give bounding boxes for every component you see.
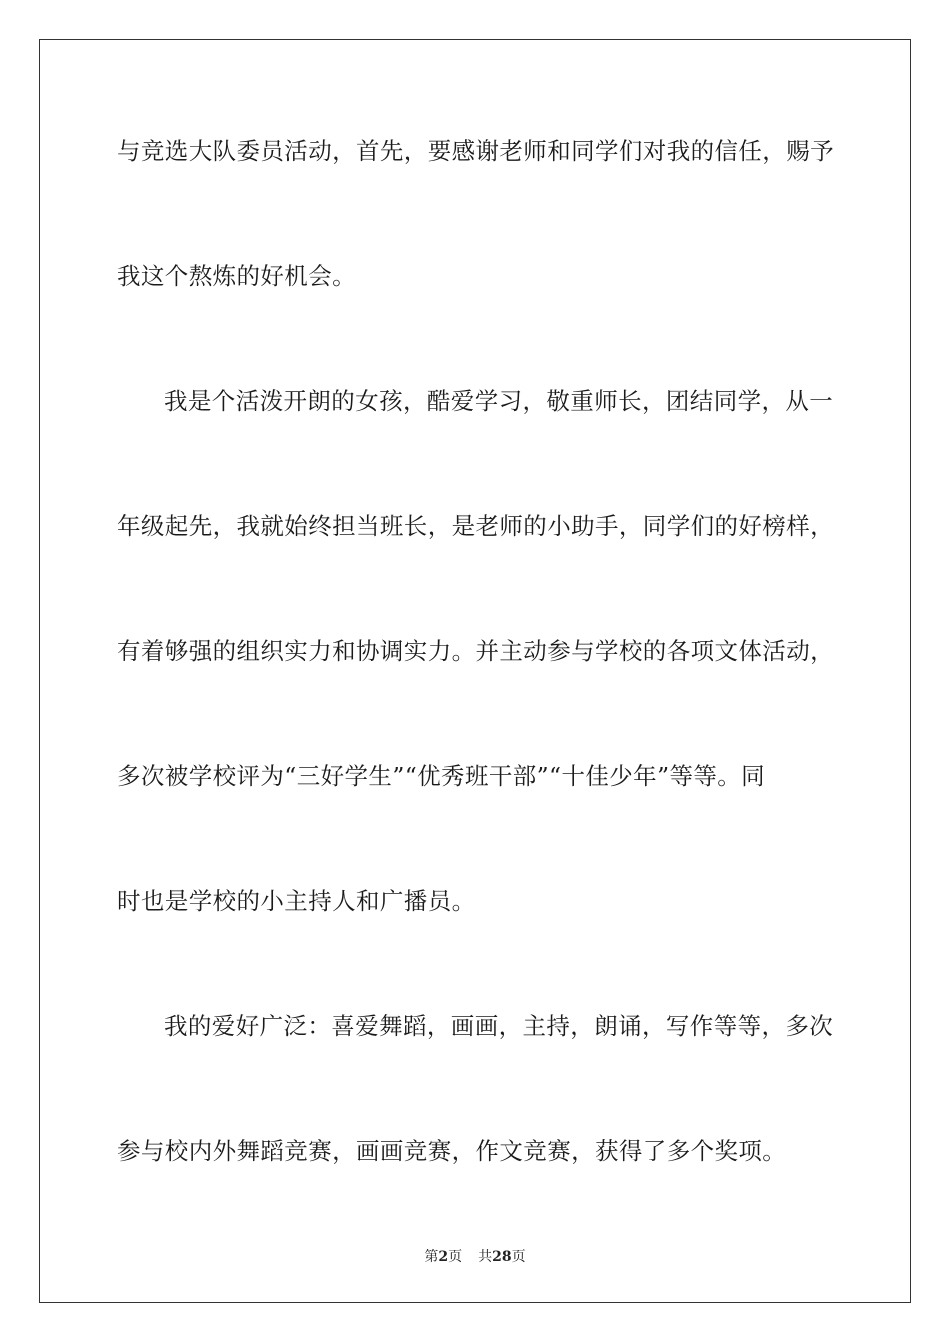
page-prefix: 第 xyxy=(424,1249,439,1265)
total-pages: 28 xyxy=(492,1249,512,1265)
text-line-4: 年级起先，我就始终担当班长，是老师的小助手，同学们的好榜样， xyxy=(117,512,834,540)
text-line-8: 我的爱好广泛：喜爱舞蹈，画画，主持，朗诵，写作等等，多次 xyxy=(164,1012,834,1040)
total-prefix: 共 xyxy=(478,1249,493,1265)
text-line-3: 我是个活泼开朗的女孩，酷爱学习，敬重师长，团结同学，从一 xyxy=(164,387,834,415)
text-line-5: 有着够强的组织实力和协调实力。并主动参与学校的各项文体活动， xyxy=(117,637,834,665)
page-number: 2 xyxy=(438,1249,449,1265)
page-suffix: 页 xyxy=(448,1249,463,1265)
page-footer xyxy=(0,1248,950,1266)
text-line-1: 与竞选大队委员活动，首先，要感谢老师和同学们对我的信任，赐予 xyxy=(117,137,834,165)
text-line-9: 参与校内外舞蹈竞赛，画画竞赛，作文竞赛，获得了多个奖项。 xyxy=(117,1137,787,1165)
page-frame xyxy=(39,39,911,1303)
total-suffix: 页 xyxy=(511,1249,526,1265)
text-line-6: 多次被学校评为“三好学生”“优秀班干部”“十佳少年”等等。同 xyxy=(117,762,766,790)
text-line-7: 时也是学校的小主持人和广播员。 xyxy=(117,887,476,915)
text-line-2: 我这个熬炼的好机会。 xyxy=(117,262,356,290)
